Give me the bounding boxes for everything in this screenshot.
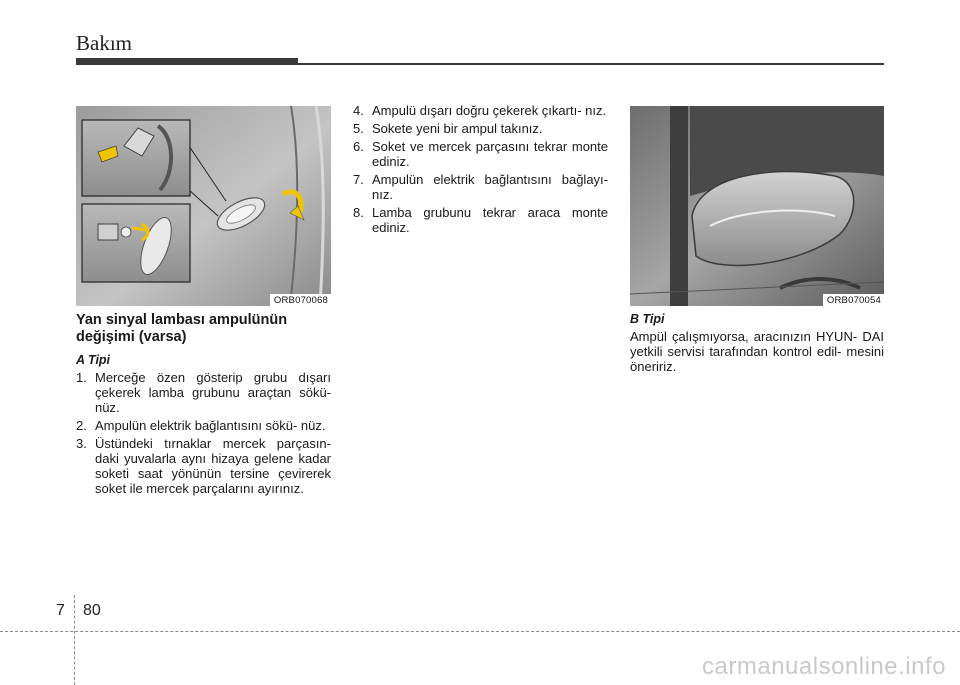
step-number: 1. [76, 370, 87, 385]
list-item [353, 121, 608, 136]
section-heading-line2: değişimi (varsa) [76, 329, 187, 345]
step-number: 7. [353, 172, 364, 187]
header-rule-thin [298, 63, 884, 65]
list-item [353, 172, 608, 202]
step-text: Merceğe özen gösterip grubu dışarı çekerek lamba grubunu araçtan sökü- nüz. [95, 370, 331, 415]
step-number: 8. [353, 205, 364, 220]
step-text: Üstündeki tırnaklar mercek parçasın- daki yuvalarla aynı hizaya gelene kadar soketi saat yönünün tersine çevirerek soket ile mercek parçalarını ayırınız. [95, 436, 331, 496]
list-item [353, 205, 608, 235]
steps-list-part1 [76, 370, 331, 496]
type-a-label: A Tipi [76, 353, 111, 367]
watermark: carmanualsonline.info [702, 653, 946, 680]
chapter-number: 7 [56, 602, 65, 619]
page-number: 80 [83, 602, 101, 619]
header-rule-thick [76, 58, 298, 65]
step-text: Soket ve mercek parçasını tekrar monte ediniz. [372, 139, 608, 169]
figure-code-a: ORB070068 [270, 294, 331, 306]
side-mirror-illustration [630, 106, 884, 306]
side-signal-lamp-illustration [76, 106, 331, 306]
step-number: 5. [353, 121, 364, 136]
step-text: Sokete yeni bir ampul takınız. [372, 121, 543, 136]
section-heading [76, 312, 331, 346]
figure-side-mirror [630, 106, 884, 306]
figure-side-signal-lamp [76, 106, 331, 306]
step-text: Ampulün elektrik bağlantısını sökü- nüz. [95, 418, 326, 433]
column-middle [353, 103, 608, 238]
list-item [353, 103, 608, 118]
section-heading-line1: Yan sinyal lambası ampulünün [76, 312, 288, 328]
footer-divider [74, 595, 75, 685]
step-number: 2. [76, 418, 87, 433]
step-number: 6. [353, 139, 364, 154]
step-number: 4. [353, 103, 364, 118]
list-item [353, 139, 608, 169]
type-b-label: B Tipi [630, 312, 665, 326]
column-right [630, 312, 884, 374]
page-header-title: Bakım [76, 31, 132, 55]
footer-rule [0, 631, 960, 632]
step-text: Lamba grubunu tekrar araca monte ediniz. [372, 205, 608, 235]
type-b-text: Ampül çalışmıyorsa, aracınızın HYUN- DAI yetkili servisi tarafından kontrol edil- mesini öneririz. [630, 329, 884, 374]
step-text: Ampulün elektrik bağlantısını bağlayı- nız. [372, 172, 608, 202]
list-item [76, 436, 331, 496]
step-text: Ampulü dışarı doğru çekerek çıkartı- nız. [372, 103, 607, 118]
column-left [76, 312, 331, 499]
steps-list-part2 [353, 103, 608, 235]
step-number: 3. [76, 436, 87, 451]
list-item [76, 370, 331, 415]
list-item [76, 418, 331, 433]
figure-code-b: ORB070054 [823, 294, 884, 306]
